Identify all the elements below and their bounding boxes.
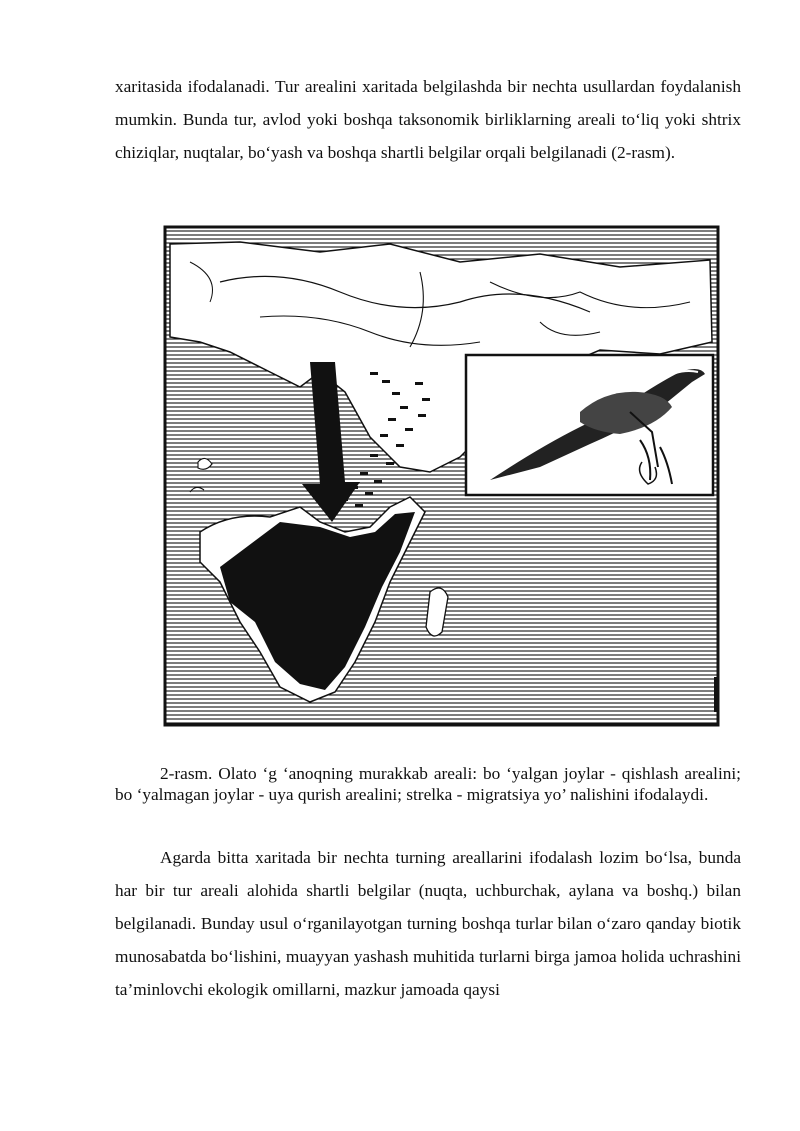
figure-caption: 2-rasm. Olato ‘g ‘anoqning murakkab areali: bo ‘yalgan joylar - qishlash arealini; bo ‘yalmagan joylar - uya qurish arealini; strelka - migratsiya yo’ nalishini ifodalaydi. — [115, 764, 741, 804]
shrike-illustration — [466, 355, 713, 495]
intro-paragraph: xaritasida ifodalanadi. Tur arealini xaritada belgilashda bir nechta usullardan foydalanish mumkin. Bunda tur, avlod yoki boshqa taksonomik birliklarning areali to‘liq yoki shtrix chiziqlar, nuqtalar, bo‘yash va boshqa shartli belgilar orqali belgilanadi (2-rasm). — [115, 77, 741, 162]
range-map-figure — [160, 222, 726, 732]
main-paragraph: Agarda bitta xaritada bir nechta turning areallarini ifodalash lozim bo‘lsa, bunda har bir tur areali alohida shartli belgilar (nuqta, uchburchak, aylana va boshq.) bilan belgilanadi. Bunday usul o‘rganilayotgan turning boshqa turlar bilan o‘zaro qanday biotik munosabatda bo‘lishini, muayyan yashash muhitida turlarni birga jamoa holida uchrashini ta’minlovchi ekologik omillarni, mazkur jamoada qaysi — [115, 848, 741, 999]
range-map-illustration — [160, 222, 726, 732]
